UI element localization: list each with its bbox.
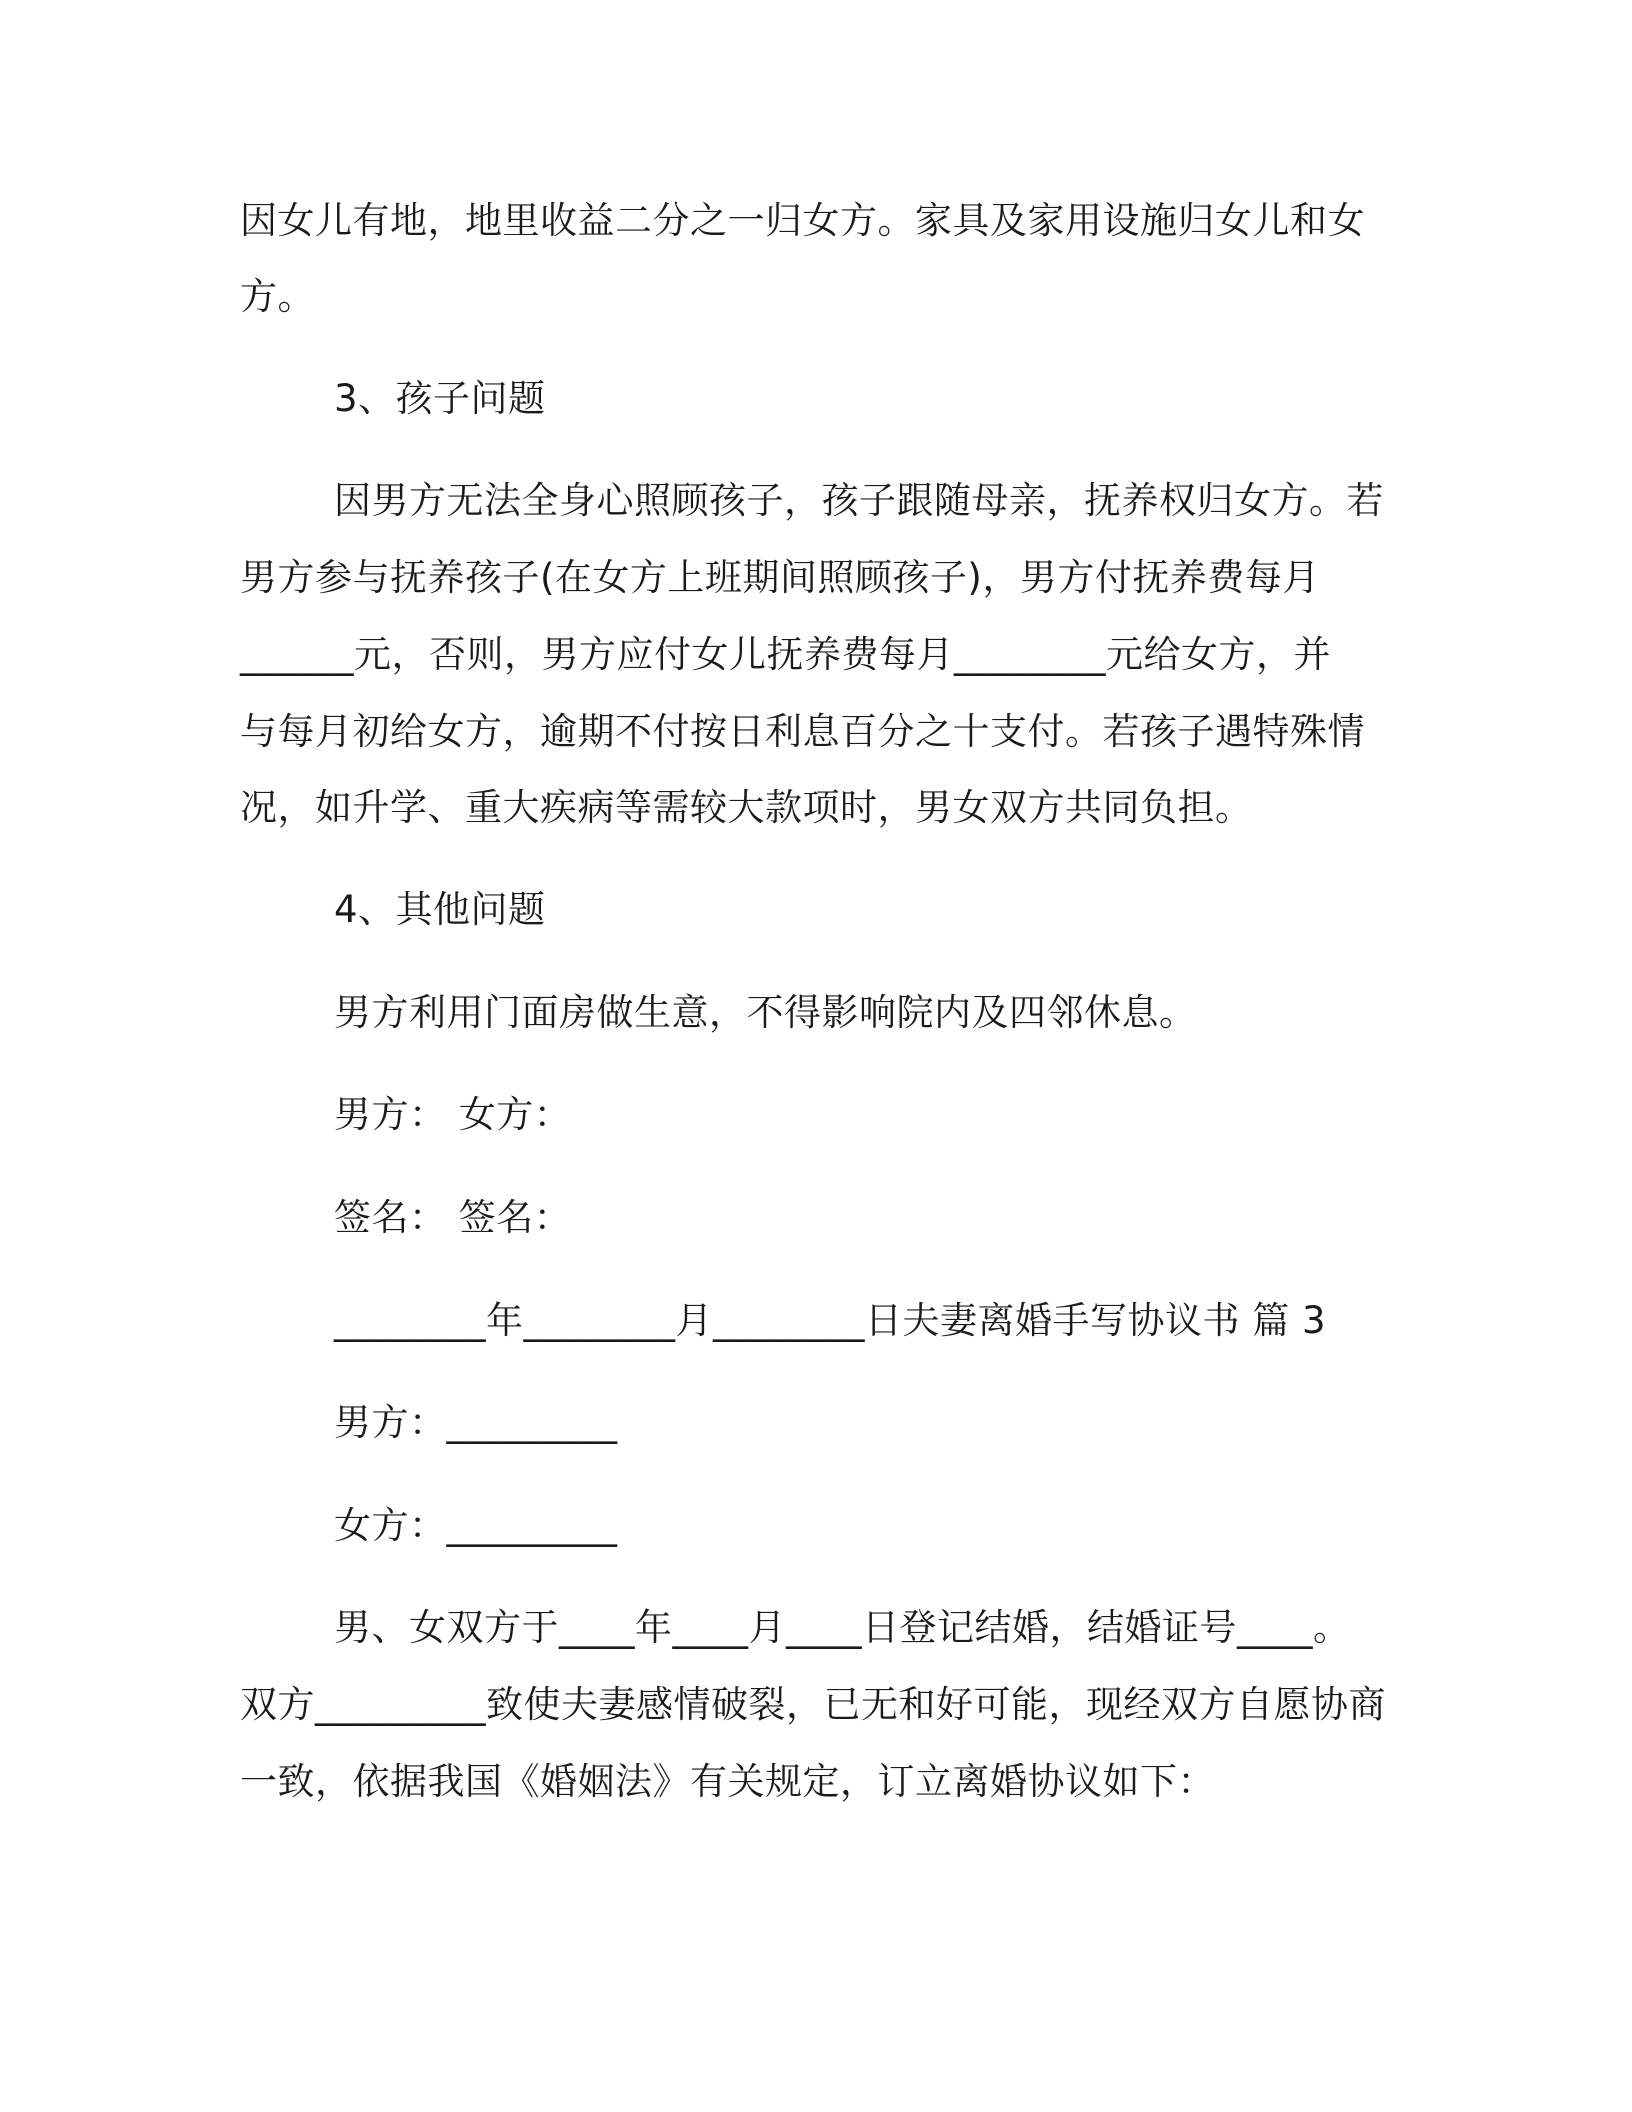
body-text-line: ______元，否则，男方应付女儿抚养费每月________元给女方，并 [240, 633, 1331, 676]
body-text-line: 方。 [240, 275, 315, 318]
body-text-line: 男方参与抚养孩子(在女方上班期间照顾孩子)，男方付抚养费每月 [240, 556, 1320, 599]
section-heading-children: 3、孩子问题 [334, 377, 546, 420]
body-text-line: 双方_________致使夫妻感情破裂，已无和好可能，现经双方自愿协商 [240, 1683, 1386, 1726]
party-labels: 男方： 女方： [334, 1093, 572, 1136]
section-heading-other: 4、其他问题 [334, 888, 546, 931]
female-party-field: 女方：_________ [334, 1504, 618, 1547]
body-text-line: 男方利用门面房做生意，不得影响院内及四邻休息。 [334, 991, 1197, 1034]
body-text-line: 因女儿有地，地里收益二分之一归女方。家具及家用设施归女儿和女 [240, 199, 1365, 242]
body-text-line: 男、女双方于____年____月____日登记结婚，结婚证号____。 [334, 1606, 1351, 1649]
male-party-field: 男方：_________ [334, 1401, 618, 1444]
body-text-line: 与每月初给女方，逾期不付按日利息百分之十支付。若孩子遇特殊情 [240, 710, 1365, 753]
signature-labels: 签名： 签名： [334, 1196, 572, 1239]
body-text-line: 况，如升学、重大疾病等需较大款项时，男女双方共同负担。 [240, 786, 1253, 829]
body-text-line: 因男方无法全身心照顾孩子，孩子跟随母亲，抚养权归女方。若 [334, 479, 1384, 522]
body-text-line: 一致，依据我国《婚姻法》有关规定，订立离婚协议如下： [240, 1760, 1215, 1803]
date-and-title-line: ________年________月________日夫妻离婚手写协议书 篇 3 [334, 1299, 1327, 1342]
